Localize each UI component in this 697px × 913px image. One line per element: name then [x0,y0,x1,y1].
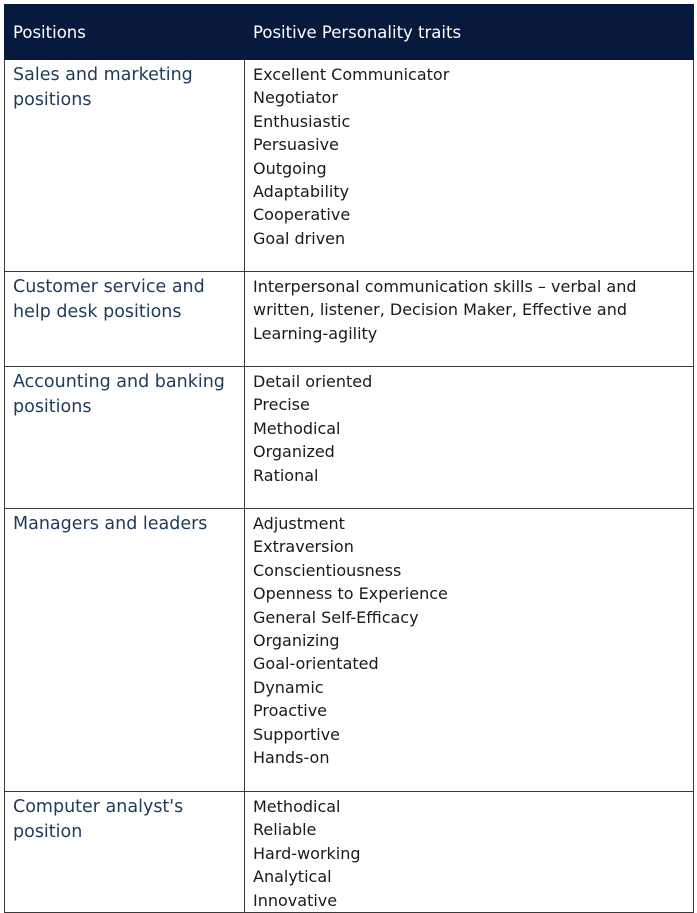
trait-item: Openness to Experience [253,584,448,604]
trait-item: Negotiator [253,88,338,108]
trait-item: Rational [253,465,319,485]
header-positions: Positions [5,5,245,60]
trait-item: Goal driven [253,228,346,248]
trait-item: Dynamic [253,677,324,697]
trait-item: Supportive [253,724,341,744]
trait-item: General Self-Efficacy [253,607,419,627]
header-traits: Positive Personality traits [245,5,694,60]
trait-item: Hard-working [253,843,361,863]
personality-traits-table [4,4,694,913]
trait-item: Cooperative [253,205,351,225]
table-row [5,792,694,913]
trait-item: Methodical [253,797,341,816]
traits-cell [245,509,694,792]
position-cell: Sales and marketing positions [5,60,245,272]
trait-item: Adjustment [253,514,345,533]
trait-item: Methodical [253,418,341,438]
trait-item: Analytical [253,867,332,887]
position-cell: Computer analyst's position [5,792,245,913]
trait-item: Reliable [253,820,317,840]
trait-item: Hands-on [253,748,330,768]
header-row [5,5,694,60]
trait-item: Extraversion [253,537,354,557]
trait-item: Excellent Communicator [253,65,450,84]
trait-item: Persuasive [253,135,339,155]
trait-item: Innovative [253,890,338,910]
position-cell: Managers and leaders [5,509,245,792]
traits-cell [245,367,694,509]
trait-item: Enthusiastic [253,111,351,131]
traits-cell [245,792,694,913]
traits-cell [245,60,694,272]
trait-item: Precise [253,395,310,415]
position-cell: Customer service and help desk positions [5,272,245,367]
trait-item: Organizing [253,631,340,651]
trait-item: Organized [253,442,335,462]
table-row [5,509,694,792]
trait-item: Conscientiousness [253,560,402,580]
traits-cell [245,272,694,367]
table-row [5,367,694,509]
table-row [5,272,694,367]
traits-paragraph: Interpersonal communication skills – verbal and written, listener, Decision Maker, Effective and Learning-agility [253,277,637,343]
trait-item: Adaptability [253,182,350,202]
trait-item: Goal-orientated [253,654,379,674]
trait-item: Detail oriented [253,372,373,391]
table-row [5,60,694,272]
trait-item: Outgoing [253,158,327,178]
trait-item: Proactive [253,701,328,721]
position-cell: Accounting and banking positions [5,367,245,509]
